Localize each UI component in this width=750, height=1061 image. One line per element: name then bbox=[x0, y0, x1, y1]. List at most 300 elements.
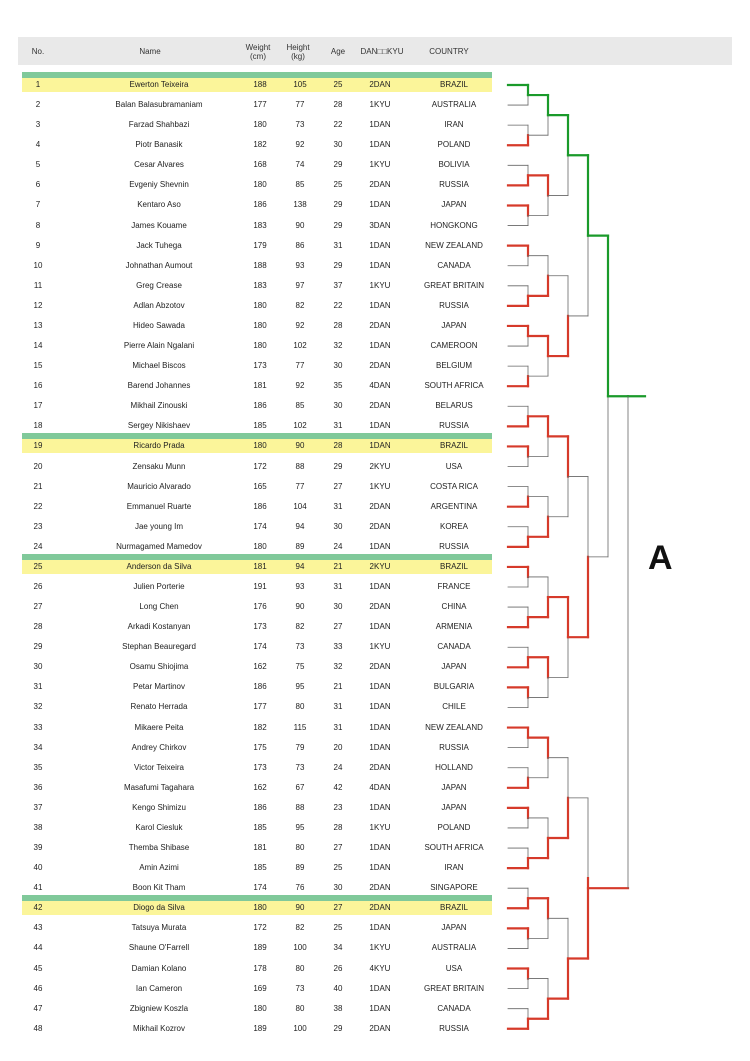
cell-rank: 1DAN bbox=[369, 120, 391, 130]
cell-weight: 180 bbox=[253, 300, 267, 310]
cell-weight: 180 bbox=[253, 541, 267, 551]
cell-no: 37 bbox=[33, 802, 43, 812]
cell-rank: 1DAN bbox=[369, 622, 391, 632]
cell-name: Ian Cameron bbox=[135, 983, 183, 993]
cell-rank: 1KYU bbox=[369, 822, 391, 832]
cell-age: 28 bbox=[333, 320, 343, 330]
cell-name: Diogo da Silva bbox=[133, 903, 185, 913]
cell-rank: 2DAN bbox=[369, 602, 391, 612]
cell-weight: 183 bbox=[253, 280, 267, 290]
cell-age: 37 bbox=[333, 280, 343, 290]
cell-weight: 188 bbox=[253, 260, 267, 270]
cell-age: 34 bbox=[333, 943, 343, 953]
cell-rank: 1DAN bbox=[369, 140, 391, 150]
cell-name: Osamu Shiojima bbox=[129, 662, 189, 672]
cell-age: 31 bbox=[333, 582, 343, 591]
cell-name: Karol Ciesluk bbox=[135, 822, 183, 832]
cell-no: 35 bbox=[33, 762, 43, 772]
cell-country: CAMEROON bbox=[430, 341, 478, 351]
cell-weight: 180 bbox=[253, 320, 267, 330]
header-name: Name bbox=[139, 47, 161, 56]
cell-name: Pierre Alain Ngalani bbox=[123, 341, 195, 351]
cell-rank: 2DAN bbox=[369, 501, 391, 511]
cell-no: 47 bbox=[33, 1003, 43, 1013]
cell-country: USA bbox=[445, 963, 463, 973]
cell-age: 32 bbox=[333, 662, 343, 672]
cell-weight: 180 bbox=[253, 120, 267, 130]
cell-country: IRAN bbox=[444, 863, 464, 873]
cell-height: 82 bbox=[295, 923, 305, 933]
cell-name: Johnathan Aumout bbox=[125, 260, 193, 270]
cell-weight: 174 bbox=[253, 642, 267, 652]
cell-name: Adlan Abzotov bbox=[133, 300, 185, 310]
cell-name: Nurmagamed Mamedov bbox=[116, 541, 202, 551]
cell-rank: 1DAN bbox=[369, 983, 391, 993]
cell-rank: 1DAN bbox=[369, 341, 391, 351]
cell-country: CHILE bbox=[442, 702, 466, 712]
cell-weight: 182 bbox=[253, 140, 267, 150]
cell-no: 27 bbox=[33, 602, 43, 612]
cell-no: 7 bbox=[35, 200, 41, 210]
cell-country: AUSTRALIA bbox=[431, 100, 477, 110]
cell-no: 3 bbox=[35, 120, 41, 130]
cell-height: 92 bbox=[295, 381, 305, 391]
cell-weight: 181 bbox=[253, 381, 267, 391]
cell-height: 85 bbox=[295, 401, 305, 411]
cell-country: JAPAN bbox=[441, 923, 467, 933]
cell-no: 26 bbox=[33, 582, 43, 591]
cell-no: 45 bbox=[33, 963, 43, 973]
cell-name: Arkadi Kostanyan bbox=[127, 622, 191, 632]
cell-rank: 1DAN bbox=[369, 722, 391, 732]
cell-rank: 1DAN bbox=[369, 923, 391, 933]
cell-name: Masafumi Tagahara bbox=[123, 782, 195, 792]
cell-rank: 1KYU bbox=[369, 100, 391, 110]
cell-height: 100 bbox=[293, 1023, 307, 1033]
cell-height: 102 bbox=[293, 341, 307, 351]
cell-country: BRAZIL bbox=[439, 903, 468, 913]
cell-no: 12 bbox=[33, 300, 43, 310]
cell-weight: 177 bbox=[253, 100, 267, 110]
cell-name: Balan Balasubramaniam bbox=[115, 100, 203, 110]
cell-country: BRAZIL bbox=[439, 561, 468, 571]
cell-country: IRAN bbox=[444, 120, 464, 130]
cell-weight: 179 bbox=[253, 240, 267, 250]
cell-country: HONGKONG bbox=[430, 220, 478, 230]
cell-rank: 4DAN bbox=[369, 782, 391, 792]
cell-name: Piotr Banasik bbox=[135, 140, 183, 150]
cell-name: Shaune O'Farrell bbox=[128, 943, 190, 953]
cell-name: Emmanuel Ruarte bbox=[126, 501, 192, 511]
cell-age: 28 bbox=[333, 100, 343, 110]
cell-weight: 165 bbox=[253, 481, 267, 491]
cell-rank: 1DAN bbox=[369, 682, 391, 692]
cell-height: 77 bbox=[295, 481, 305, 491]
cell-age: 25 bbox=[333, 923, 343, 933]
cell-name: Victor Teixeira bbox=[134, 762, 184, 772]
cell-no: 11 bbox=[33, 280, 43, 290]
cell-age: 27 bbox=[333, 903, 343, 913]
cell-height: 90 bbox=[295, 441, 305, 451]
cell-height: 95 bbox=[295, 682, 305, 692]
cell-country: CHINA bbox=[441, 602, 467, 612]
cell-name: Cesar Alvares bbox=[134, 160, 184, 170]
cell-country: JAPAN bbox=[441, 200, 467, 210]
cell-no: 17 bbox=[33, 401, 43, 411]
cell-name: Mikhail Zinouski bbox=[130, 401, 188, 411]
header-no: No. bbox=[31, 47, 45, 56]
cell-height: 74 bbox=[295, 160, 305, 170]
cell-country: RUSSIA bbox=[439, 300, 469, 310]
cell-rank: 1DAN bbox=[369, 260, 391, 270]
cell-age: 21 bbox=[333, 561, 343, 571]
cell-rank: 1KYU bbox=[369, 280, 391, 290]
cell-weight: 168 bbox=[253, 160, 267, 170]
cell-height: 102 bbox=[293, 421, 307, 431]
cell-age: 29 bbox=[333, 461, 343, 471]
cell-name: Barend Johannes bbox=[127, 381, 191, 391]
cell-rank: 1DAN bbox=[369, 863, 391, 873]
cell-age: 22 bbox=[333, 300, 343, 310]
cell-country: CANADA bbox=[437, 1003, 471, 1013]
cell-height: 73 bbox=[295, 120, 305, 130]
cell-no: 44 bbox=[33, 943, 43, 953]
cell-country: BELGIUM bbox=[435, 361, 472, 371]
cell-rank: 2DAN bbox=[369, 320, 391, 330]
cell-country: NEW ZEALAND bbox=[425, 722, 483, 732]
cell-age: 27 bbox=[333, 843, 343, 853]
cell-name: Damian Kolano bbox=[131, 963, 187, 973]
cell-rank: 3DAN bbox=[369, 220, 391, 230]
cell-age: 30 bbox=[333, 361, 343, 371]
cell-height: 85 bbox=[295, 180, 305, 190]
header-weight: Weight (cm) bbox=[245, 43, 271, 61]
cell-height: 88 bbox=[295, 802, 305, 812]
cell-rank: 1DAN bbox=[369, 421, 391, 431]
cell-height: 95 bbox=[295, 822, 305, 832]
cell-country: NEW ZEALAND bbox=[425, 240, 483, 250]
cell-rank: 1DAN bbox=[369, 200, 391, 210]
cell-age: 22 bbox=[333, 120, 343, 130]
cell-country: SOUTH AFRICA bbox=[424, 381, 484, 391]
cell-no: 23 bbox=[33, 521, 43, 531]
cell-age: 26 bbox=[333, 963, 343, 973]
cell-age: 40 bbox=[333, 983, 343, 993]
cell-height: 90 bbox=[295, 903, 305, 913]
cell-age: 31 bbox=[333, 421, 343, 431]
cell-age: 35 bbox=[333, 381, 343, 391]
cell-rank: 1DAN bbox=[369, 541, 391, 551]
cell-weight: 173 bbox=[253, 762, 267, 772]
cell-weight: 186 bbox=[253, 802, 267, 812]
cell-height: 82 bbox=[295, 622, 305, 632]
cell-name: Hideo Sawada bbox=[132, 320, 186, 330]
cell-name: Jae young Im bbox=[134, 521, 184, 531]
cell-weight: 181 bbox=[253, 843, 267, 853]
cell-name: Zbigniew Koszla bbox=[129, 1003, 189, 1013]
cell-weight: 174 bbox=[253, 883, 267, 893]
cell-weight: 186 bbox=[253, 401, 267, 411]
cell-rank: 1KYU bbox=[369, 160, 391, 170]
cell-weight: 180 bbox=[253, 441, 267, 451]
cell-age: 33 bbox=[333, 642, 343, 652]
cell-height: 67 bbox=[295, 782, 305, 792]
cell-weight: 180 bbox=[253, 180, 267, 190]
cell-country: COSTA RICA bbox=[430, 481, 478, 491]
cell-age: 30 bbox=[333, 521, 343, 531]
cell-country: CANADA bbox=[437, 260, 471, 270]
cell-no: 8 bbox=[35, 220, 41, 230]
cell-weight: 172 bbox=[253, 923, 267, 933]
cell-name: Themba Shibase bbox=[128, 843, 190, 853]
cell-country: POLAND bbox=[437, 822, 471, 832]
cell-name: Ricardo Prada bbox=[133, 441, 185, 451]
cell-age: 28 bbox=[333, 441, 343, 451]
cell-weight: 180 bbox=[253, 903, 267, 913]
cell-rank: 1DAN bbox=[369, 702, 391, 712]
cell-country: JAPAN bbox=[441, 320, 467, 330]
cell-country: GREAT BRITAIN bbox=[423, 983, 484, 993]
cell-rank: 1KYU bbox=[369, 943, 391, 953]
cell-weight: 180 bbox=[253, 1003, 267, 1013]
cell-age: 29 bbox=[333, 1023, 343, 1033]
cell-height: 93 bbox=[295, 582, 305, 591]
cell-age: 20 bbox=[333, 742, 343, 752]
cell-rank: 2DAN bbox=[369, 361, 391, 371]
cell-rank: 1DAN bbox=[369, 441, 391, 451]
cell-height: 80 bbox=[295, 1003, 305, 1013]
cell-weight: 188 bbox=[253, 80, 267, 89]
cell-country: RUSSIA bbox=[439, 421, 469, 431]
cell-height: 89 bbox=[295, 541, 305, 551]
cell-age: 42 bbox=[333, 782, 343, 792]
cell-age: 21 bbox=[333, 682, 343, 692]
cell-no: 28 bbox=[33, 622, 43, 632]
cell-rank: 2DAN bbox=[369, 180, 391, 190]
cell-rank: 1KYU bbox=[369, 642, 391, 652]
cell-weight: 162 bbox=[253, 662, 267, 672]
cell-no: 22 bbox=[33, 501, 43, 511]
header-dan-kyu: DAN□□KYU bbox=[360, 47, 404, 56]
cell-height: 76 bbox=[295, 883, 305, 893]
cell-rank: 1DAN bbox=[369, 582, 391, 591]
cell-name: Kengo Shimizu bbox=[132, 802, 186, 812]
cell-rank: 1DAN bbox=[369, 742, 391, 752]
cell-age: 30 bbox=[333, 140, 343, 150]
cell-country: SOUTH AFRICA bbox=[424, 843, 484, 853]
header-age: Age bbox=[330, 47, 346, 56]
cell-height: 115 bbox=[293, 722, 307, 732]
cell-name: James Kouame bbox=[131, 220, 187, 230]
cell-country: USA bbox=[445, 461, 463, 471]
cell-no: 36 bbox=[33, 782, 43, 792]
cell-rank: 2DAN bbox=[369, 1023, 391, 1033]
cell-rank: 1DAN bbox=[369, 300, 391, 310]
cell-country: SINGAPORE bbox=[430, 883, 478, 893]
cell-rank: 2KYU bbox=[369, 561, 391, 571]
cell-age: 30 bbox=[333, 401, 343, 411]
cell-country: CANADA bbox=[437, 642, 471, 652]
cell-no: 15 bbox=[33, 361, 43, 371]
cell-height: 90 bbox=[295, 602, 305, 612]
cell-rank: 2DAN bbox=[369, 762, 391, 772]
cell-height: 93 bbox=[295, 260, 305, 270]
cell-no: 40 bbox=[33, 863, 43, 873]
cell-name: Farzad Shahbazi bbox=[128, 120, 190, 130]
cell-height: 94 bbox=[295, 521, 305, 531]
cell-height: 73 bbox=[295, 983, 305, 993]
cell-country: AUSTRALIA bbox=[431, 943, 477, 953]
cell-country: KOREA bbox=[439, 521, 468, 531]
cell-height: 92 bbox=[295, 320, 305, 330]
header-height: Height (kg) bbox=[286, 43, 310, 61]
cell-weight: 172 bbox=[253, 461, 267, 471]
cell-no: 1 bbox=[35, 80, 41, 89]
cell-no: 16 bbox=[33, 381, 43, 391]
cell-no: 18 bbox=[33, 421, 43, 431]
cell-age: 27 bbox=[333, 622, 343, 632]
cell-weight: 186 bbox=[253, 501, 267, 511]
cell-height: 80 bbox=[295, 843, 305, 853]
cell-country: GREAT BRITAIN bbox=[423, 280, 484, 290]
cell-age: 31 bbox=[333, 722, 343, 732]
cell-name: Renato Herrada bbox=[130, 702, 188, 712]
cell-height: 138 bbox=[293, 200, 307, 210]
cell-age: 28 bbox=[333, 822, 343, 832]
cell-name: Stephan Beauregard bbox=[122, 642, 196, 652]
cell-rank: 4KYU bbox=[369, 963, 391, 973]
header-country: COUNTRY bbox=[429, 47, 469, 56]
cell-country: JAPAN bbox=[441, 802, 467, 812]
cell-country: RUSSIA bbox=[439, 1023, 469, 1033]
cell-name: Ewerton Teixeira bbox=[129, 80, 189, 89]
cell-height: 94 bbox=[295, 561, 305, 571]
cell-no: 10 bbox=[33, 260, 43, 270]
cell-no: 46 bbox=[33, 983, 43, 993]
cell-weight: 173 bbox=[253, 622, 267, 632]
cell-age: 31 bbox=[333, 702, 343, 712]
cell-name: Julien Porterie bbox=[133, 582, 185, 591]
cell-age: 32 bbox=[333, 341, 343, 351]
cell-height: 86 bbox=[295, 240, 305, 250]
cell-weight: 189 bbox=[253, 1023, 267, 1033]
cell-country: JAPAN bbox=[441, 662, 467, 672]
cell-weight: 174 bbox=[253, 521, 267, 531]
cell-no: 21 bbox=[33, 481, 43, 491]
cell-weight: 186 bbox=[253, 682, 267, 692]
cell-height: 80 bbox=[295, 963, 305, 973]
cell-name: Long Chen bbox=[139, 602, 179, 612]
cell-no: 2 bbox=[35, 100, 41, 110]
cell-age: 24 bbox=[333, 762, 343, 772]
cell-no: 19 bbox=[33, 441, 43, 451]
cell-age: 31 bbox=[333, 240, 343, 250]
cell-weight: 185 bbox=[253, 863, 267, 873]
cell-name: Jack Tuhega bbox=[136, 240, 182, 250]
cell-no: 43 bbox=[33, 923, 43, 933]
cell-height: 97 bbox=[295, 280, 305, 290]
cell-weight: 185 bbox=[253, 421, 267, 431]
cell-name: Mikaere Peita bbox=[134, 722, 184, 732]
cell-weight: 175 bbox=[253, 742, 267, 752]
cell-weight: 183 bbox=[253, 220, 267, 230]
cell-rank: 1DAN bbox=[369, 843, 391, 853]
cell-rank: 2DAN bbox=[369, 401, 391, 411]
cell-name: Michael Biscos bbox=[132, 361, 186, 371]
cell-no: 34 bbox=[33, 742, 43, 752]
cell-country: FRANCE bbox=[437, 582, 471, 591]
cell-country: HOLLAND bbox=[435, 762, 473, 772]
cell-no: 31 bbox=[33, 682, 43, 692]
cell-weight: 176 bbox=[253, 602, 267, 612]
cell-weight: 186 bbox=[253, 200, 267, 210]
cell-no: 6 bbox=[35, 180, 41, 190]
cell-country: ARGENTINA bbox=[430, 501, 478, 511]
cell-rank: 1KYU bbox=[369, 481, 391, 491]
cell-name: Zensaku Munn bbox=[132, 461, 186, 471]
cell-rank: 2DAN bbox=[369, 521, 391, 531]
cell-country: JAPAN bbox=[441, 782, 467, 792]
cell-name: Kentaro Aso bbox=[137, 200, 181, 210]
cell-height: 73 bbox=[295, 762, 305, 772]
cell-weight: 178 bbox=[253, 963, 267, 973]
cell-height: 92 bbox=[295, 140, 305, 150]
cell-weight: 182 bbox=[253, 722, 267, 732]
cell-no: 32 bbox=[33, 702, 43, 712]
cell-height: 75 bbox=[295, 662, 305, 672]
cell-no: 41 bbox=[33, 883, 43, 893]
cell-height: 77 bbox=[295, 100, 305, 110]
cell-height: 77 bbox=[295, 361, 305, 371]
cell-no: 39 bbox=[33, 843, 43, 853]
cell-name: Petar Martinov bbox=[132, 682, 186, 692]
cell-country: RUSSIA bbox=[439, 541, 469, 551]
cell-age: 29 bbox=[333, 160, 343, 170]
cell-rank: 2DAN bbox=[369, 903, 391, 913]
cell-name: Mikhail Kozrov bbox=[132, 1023, 185, 1033]
cell-country: ARMENIA bbox=[435, 622, 473, 632]
cell-rank: 1DAN bbox=[369, 1003, 391, 1013]
cell-age: 25 bbox=[333, 180, 343, 190]
cell-no: 4 bbox=[35, 140, 41, 150]
cell-no: 48 bbox=[33, 1023, 43, 1033]
cell-rank: 2DAN bbox=[369, 662, 391, 672]
cell-name: Tatsuya Murata bbox=[131, 923, 187, 933]
cell-age: 23 bbox=[333, 802, 343, 812]
cell-age: 25 bbox=[333, 80, 343, 89]
cell-name: Greg Crease bbox=[136, 280, 182, 290]
cell-height: 82 bbox=[295, 300, 305, 310]
cell-name: Anderson da Silva bbox=[126, 561, 192, 571]
cell-age: 27 bbox=[333, 481, 343, 491]
cell-age: 29 bbox=[333, 200, 343, 210]
cell-weight: 169 bbox=[253, 983, 267, 993]
cell-age: 30 bbox=[333, 602, 343, 612]
cell-height: 73 bbox=[295, 642, 305, 652]
cell-name: Andrey Chirkov bbox=[131, 742, 187, 752]
cell-no: 29 bbox=[33, 642, 43, 652]
cell-weight: 189 bbox=[253, 943, 267, 953]
cell-no: 24 bbox=[33, 541, 43, 551]
cell-weight: 181 bbox=[253, 561, 267, 571]
cell-rank: 1DAN bbox=[369, 802, 391, 812]
cell-rank: 4DAN bbox=[369, 381, 391, 391]
cell-country: BULGARIA bbox=[433, 682, 475, 692]
cell-height: 104 bbox=[293, 501, 307, 511]
cell-age: 29 bbox=[333, 220, 343, 230]
cell-height: 100 bbox=[293, 943, 307, 953]
cell-height: 80 bbox=[295, 702, 305, 712]
